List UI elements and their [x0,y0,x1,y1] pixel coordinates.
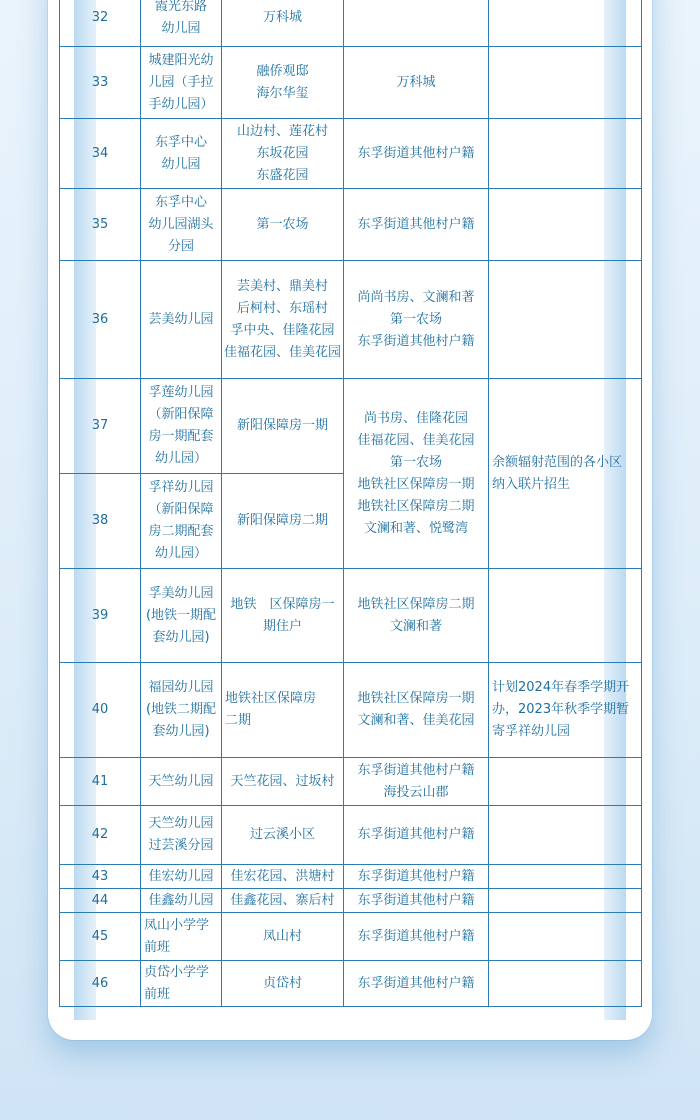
remarks [489,569,642,663]
remarks [489,758,642,806]
remarks [489,261,642,379]
kindergarten-name: 孚莲幼儿园 （新阳保障 房一期配套 幼儿园） [141,379,222,474]
other-area: 东孚街道其他村户籍 [344,865,489,889]
remarks [489,889,642,913]
row-number: 32 [60,0,141,47]
table-row [60,889,642,913]
other-area: 地铁社区保障房一期 文澜和著、佳美花园 [344,663,489,758]
other-area: 尚书房、佳隆花园 佳福花园、佳美花园 第一农场 地铁社区保障房一期 地铁社区保障房二期 文澜和著、悦鹭湾 [344,379,489,569]
kindergarten-name: 霞光东路 幼儿园 [141,0,222,47]
table-row [60,961,642,1007]
enrollment-area: 融侨观邸 海尔华玺 [222,47,344,119]
table-row [60,758,642,806]
remarks: 余额辐射范围的各小区 纳入联片招生 [489,379,642,569]
remarks [489,913,642,961]
other-area: 地铁社区保障房二期 文澜和著 [344,569,489,663]
row-number: 44 [60,889,141,913]
row-number: 34 [60,119,141,189]
enrollment-area: 万科城 [222,0,344,47]
table-row [60,47,642,119]
other-area: 东孚街道其他村户籍 海投云山郡 [344,758,489,806]
row-number: 35 [60,189,141,261]
enrollment-area: 新阳保障房二期 [222,474,344,569]
kindergarten-name: 东孚中心 幼儿园 [141,119,222,189]
other-area: 东孚街道其他村户籍 [344,119,489,189]
row-number: 33 [60,47,141,119]
row-number: 43 [60,865,141,889]
row-number: 41 [60,758,141,806]
table-row [60,261,642,379]
kindergarten-name: 佳鑫幼儿园 [141,889,222,913]
enrollment-area: 地铁社区保障房 二期 [222,663,344,758]
remarks [489,865,642,889]
enrollment-area: 过云溪小区 [222,806,344,865]
kindergarten-name: 佳宏幼儿园 [141,865,222,889]
other-area: 万科城 [344,47,489,119]
enrollment-area: 凤山村 [222,913,344,961]
enrollment-area: 山边村、莲花村 东坂花园 东盛花园 [222,119,344,189]
enrollment-area: 地铁 区保障房一 期住户 [222,569,344,663]
table-row [60,379,642,474]
table-row [60,119,642,189]
kindergarten-name: 东孚中心 幼儿园湖头 分园 [141,189,222,261]
other-area: 东孚街道其他村户籍 [344,913,489,961]
row-number: 40 [60,663,141,758]
row-number: 39 [60,569,141,663]
kindergarten-name: 天竺幼儿园 过芸溪分园 [141,806,222,865]
remarks: 计划2024年春季学期开 办，2023年秋季学期暂 寄孚祥幼儿园 [489,663,642,758]
table-row [60,0,642,47]
remarks [489,47,642,119]
kindergarten-name: 孚祥幼儿园 （新阳保障 房二期配套 幼儿园） [141,474,222,569]
enrollment-area: 第一农场 [222,189,344,261]
kindergarten-name: 城建阳光幼 儿园（手拉 手幼儿园） [141,47,222,119]
enrollment-area: 新阳保障房一期 [222,379,344,474]
remarks [489,189,642,261]
table-row [60,865,642,889]
other-area: 东孚街道其他村户籍 [344,189,489,261]
table-row [60,913,642,961]
remarks [489,0,642,47]
enrollment-area: 佳宏花园、洪塘村 [222,865,344,889]
table-row [60,569,642,663]
kindergarten-name: 芸美幼儿园 [141,261,222,379]
other-area: 东孚街道其他村户籍 [344,806,489,865]
table-row [60,189,642,261]
enrollment-area: 天竺花园、过坂村 [222,758,344,806]
kindergarten-name: 贞岱小学学 前班 [141,961,222,1007]
row-number: 38 [60,474,141,569]
other-area [344,0,489,47]
row-number: 42 [60,806,141,865]
kindergarten-name: 天竺幼儿园 [141,758,222,806]
other-area: 东孚街道其他村户籍 [344,961,489,1007]
other-area: 尚尚书房、文澜和著 第一农场 东孚街道其他村户籍 [344,261,489,379]
kindergarten-name: 福园幼儿园 (地铁二期配 套幼儿园) [141,663,222,758]
remarks [489,806,642,865]
other-area: 东孚街道其他村户籍 [344,889,489,913]
row-number: 37 [60,379,141,474]
row-number: 36 [60,261,141,379]
kindergarten-name: 凤山小学学 前班 [141,913,222,961]
enrollment-table [59,0,642,1007]
row-number: 46 [60,961,141,1007]
enrollment-area: 芸美村、鼎美村 后柯村、东瑶村 孚中央、佳隆花园 佳福花园、佳美花园 [222,261,344,379]
kindergarten-name: 孚美幼儿园 (地铁一期配 套幼儿园) [141,569,222,663]
row-number: 45 [60,913,141,961]
remarks [489,119,642,189]
table-row [60,663,642,758]
enrollment-area: 佳鑫花园、寨后村 [222,889,344,913]
table-row [60,806,642,865]
remarks [489,961,642,1007]
enrollment-area: 贞岱村 [222,961,344,1007]
